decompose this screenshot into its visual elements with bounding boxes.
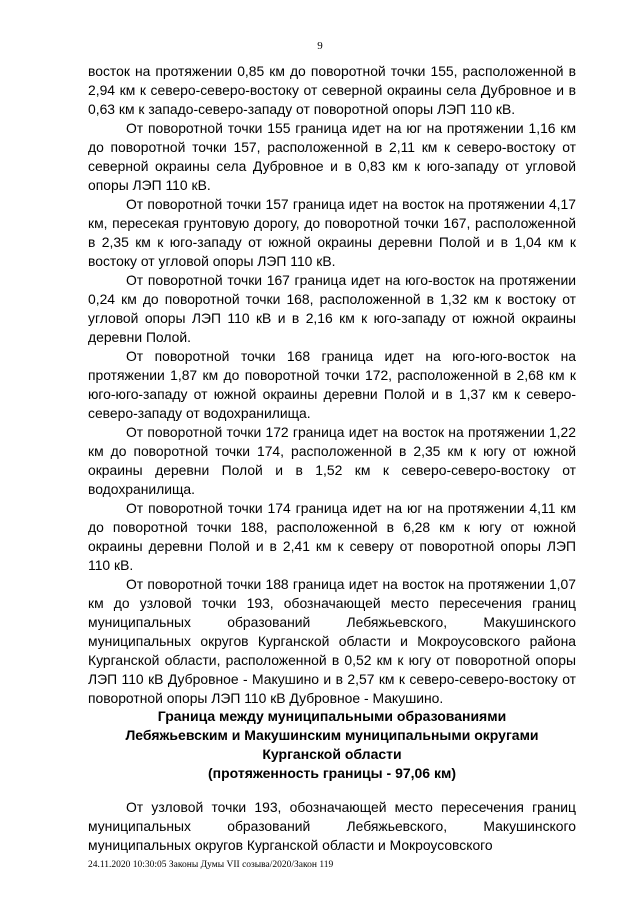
paragraph: От поворотной точки 172 граница идет на восток на протяжении 1,22 км до поворотной точки 174, расположенной в 2,35 км к югу от южной окраины деревни Полой и в 1,52 км к северо-северо-востоку от водохранилища. <box>88 424 576 497</box>
section-heading-line: Лебяжьевским и Макушинским муниципальными округами <box>125 727 539 743</box>
paragraph: От поворотной точки 188 граница идет на восток на протяжении 1,07 км до узловой точки 193, обозначающей место пересечения границ муниципальных образований Лебяжьевского, Макушинского муниципальных округов Курганской области и Мокроусовского района Курганской области, расположенной в 0,52 км к югу от поворотной опоры ЛЭП 110 кВ Дубровное - Макушино и в 2,57 км к северо-северо-востоку от поворотной опоры ЛЭП 110 кВ Дубровное - Макушино. <box>88 576 576 706</box>
paragraph: От поворотной точки 174 граница идет на юг на протяжении 4,11 км до поворотной точки 188, расположенной в 6,28 км к югу от южной окраины деревни Полой и в 2,41 км к северу от поворотной опоры ЛЭП 110 кВ. <box>88 500 576 573</box>
paragraph: От поворотной точки 168 граница идет на юго-юго-восток на протяжении 1,87 км до поворотной точки 172, расположенной в 2,68 км к юго-юго-западу от южной окраины деревни Полой и в 1,37 км к северо-северо-западу от водохранилища. <box>88 348 576 421</box>
footer-stamp: 24.11.2020 10:30:05 Законы Думы VII созыва/2020/Закон 119 <box>88 860 334 870</box>
paragraph: От поворотной точки 167 граница идет на юго-восток на протяжении 0,24 км до поворотной точки 168, расположенной в 1,32 км к востоку от угловой опоры ЛЭП 110 кВ и в 2,16 км к юго-западу от южной окраины деревни Полой. <box>88 272 576 345</box>
paragraph: От поворотной точки 157 граница идет на восток на протяжении 4,17 км, пересекая грунтовую дорогу, до поворотной точки 167, расположенной в 2,35 км к юго-западу от южной окраины деревни Полой и в 1,04 км к востоку от угловой опоры ЛЭП 110 кВ. <box>88 196 576 269</box>
paragraph: восток на протяжении 0,85 км до поворотной точки 155, расположенной в 2,94 км к северо-северо-востоку от северной окраины села Дубровное и в 0,63 км к западо-северо-западу от поворотной опоры ЛЭП 110 кВ. <box>88 63 576 117</box>
section-heading-length: (протяженность границы - 97,06 км) <box>207 765 457 781</box>
document-body <box>88 62 576 708</box>
paragraph: От поворотной точки 155 граница идет на юг на протяжении 1,16 км до поворотной точки 157, расположенной в 2,11 км к северо-востоку от северной окраины села Дубровное и в 0,83 км к юго-западу от угловой опоры ЛЭП 110 кВ. <box>88 120 576 193</box>
paragraph: От узловой точки 193, обозначающей место пересечения границ муниципальных образований Лебяжьевского, Макушинского муниципальных округов Курганской области и Мокроусовского <box>88 799 576 853</box>
page-number: 9 <box>317 40 323 52</box>
section-heading-line: Граница между муниципальными образованиями <box>157 708 507 724</box>
document-body-continued <box>88 798 576 855</box>
section-heading-line: Курганской области <box>262 746 402 762</box>
section-heading <box>88 707 576 783</box>
